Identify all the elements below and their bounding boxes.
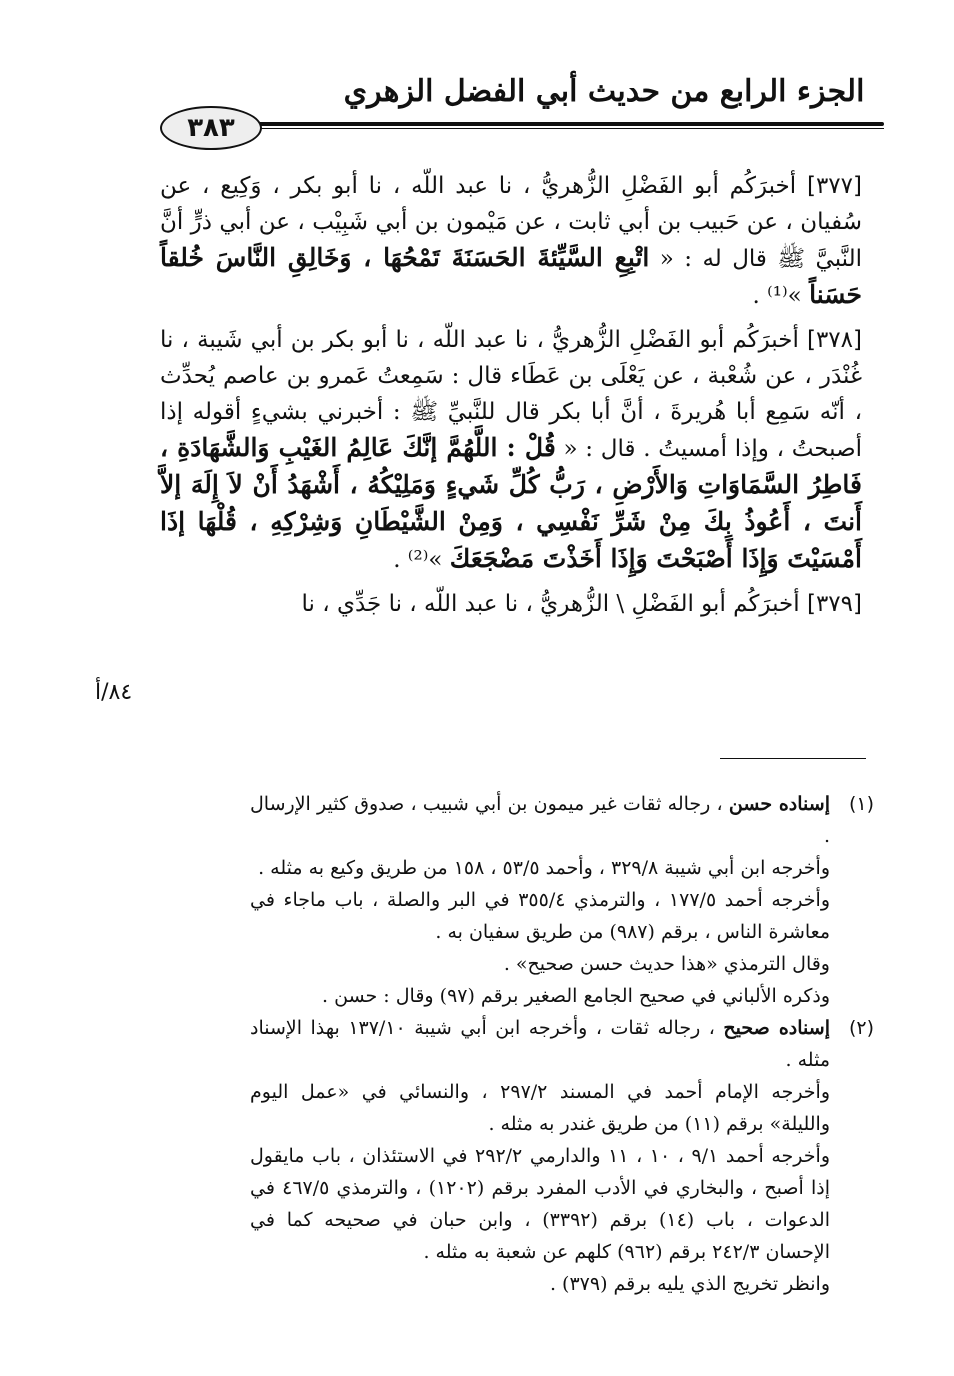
footnote-lead: إسناده حسن [728,793,830,815]
hadith-number: [٣٧٨] [806,327,862,353]
footnote-line: وأخرجه أحمد ١٧٧/٥ ، والترمذي ٣٥٥/٤ في البر والصلة ، باب ماجاء في معاشرة الناس ، برقم (٩٨٧) من طريق سفيان به . [250,889,830,943]
hadith-378 [160,322,862,578]
hadith-text: أخبرَكُم أبو الفَضْلِ \ الزُّهريُّ ، نا عبد اللّه ، نا جَدِّي ، نا [301,591,800,617]
manuscript-folio-note: ٨٤/أ [95,680,133,705]
main-text [160,168,862,630]
running-header-title: الجزء الرابع من حديث أبي الفضل الزهري [343,74,865,109]
footnote-1 [250,788,874,1012]
header-rule-thin [230,128,884,129]
footnote-line: وأخرجه الإمام أحمد في المسند ٢٩٧/٢ ، والنسائي في «عمل اليوم والليلة» برقم (١١) من طريق غندر به مثله . [250,1081,830,1135]
footnote-lead: إسناده صحيح [723,1017,830,1039]
hadith-quote: اتْبِعِ السَّيِّئةَ الحَسَنَةَ تَمْحُهَا ، وَخَالِقِ النَّاسَ خُلقاً حَسَناً [160,243,862,309]
footnote-line: وأخرجه ابن أبي شيبة ٣٢٩/٨ ، وأحمد ٥٣/٥ ، ١٥٨ من طريق وكيع به مثله . [258,857,830,879]
header-rule [230,122,884,126]
hadith-379 [160,586,862,622]
hadith-end: »⁽¹⁾ . [752,283,802,309]
footnote-number: (١) [848,793,874,815]
hadith-end: »⁽²⁾ . [393,547,443,573]
footnote-number: (٢) [848,1017,874,1039]
hadith-number: [٣٧٩] [806,591,862,617]
footnote-2 [250,1012,874,1300]
footnote-line: وقال الترمذي «هذا حديث حسن صحيح» . [503,953,830,975]
hadith-377 [160,168,862,314]
footnote-line: وذكره الألباني في صحيح الجامع الصغير برقم (٩٧) وقال : حسن . [322,985,830,1007]
hadith-number: [٣٧٧] [806,173,862,199]
footnote-line: وانظر تخريج الذي يليه برقم (٣٧٩) . [549,1273,830,1295]
hadith-text: أخبرَكُم أبو الفَضْلِ الزُّهريُّ ، نا عبد اللّه ، نا أبو بكر بن أبي شَيبة ، نا غُنْدَر ، عن شُعْبة ، عن يَعْلَى بن عَطَاء قال : سَمِعتُ عَمرو بن عاصم يُحدِّث ، أنّه سَمِع أبا هُريرةَ ، أنَّ أبا بكر قال للنَّبيِّ ﷺ : أخبرني بشيءٍ أقوله إذا أصبحتُ ، وإذا أمسيتُ . قال : « [160,327,863,462]
footnote-line: ، رجاله ثقات غير ميمون بن أبي شبيب ، صدوق كثير الإرسال . [250,793,830,847]
page-number-badge: ٣٨٣ [160,106,262,150]
hadith-quote: قُلْ : اللَّهُمَّ إنَّكَ عَالِمُ الغَيْبِ وَالشَّهَادَةِ ، فَاطِرُ السَّمَاوَاتِ وَالأَرْضِ ، رَبُّ كُلِّ شَيءٍ وَمَلِيْكُهُ ، أَشْهَدُ أَنْ لاَ إِلَهَ إلاَّ أَنتَ ، أَعُوذُ بِكَ مِنْ شَرِّ نَفْسِي ، وَمِنْ الشَّيْطَانِ وَشِرْكِهِ ، قُلْهَا إذَا أَمْسَيْتَ وَإِذَا أَصْبَحْتَ وَإِذَا أَخَذْتَ مَضْجَعَكَ [160,433,862,573]
footnote-separator [720,758,866,759]
footnote-line: ، رجاله ثقات ، وأخرجه ابن أبي شيبة ١٣٧/١٠ بهذا الإسناد مثله . [250,1017,830,1071]
footnotes [250,788,874,1300]
hadith-text: أخبرَكُم أبو الفَضْلِ الزُّهريُّ ، نا عبد اللّه ، نا أبو بكر ، وَكِيع ، عن سُفيان ، عن حَبيب بن أبي ثابت ، عن مَيْمون بن أبي شَبِيْب ، عن أبي ذرٍّ أنَّ النَّبيَّ ﷺ قال له : « [160,173,862,272]
footnote-line: وأخرجه أحمد ٩/١ ، ١٠ ، ١١ والدارمي ٢٩٢/٢ في الاستئذان ، باب مايقول إذا أصبح ، والبخاري في الأدب المفرد برقم (١٢٠٢) ، والترمذي ٤٦٧/٥ في الدعوات ، باب (١٤) برقم (٣٣٩٢) ، وابن حبان في صحيحه كما في الإحسان ٢٤٢/٣ برقم (٩٦٢) كلهم عن شعبة به مثله . [250,1145,830,1263]
